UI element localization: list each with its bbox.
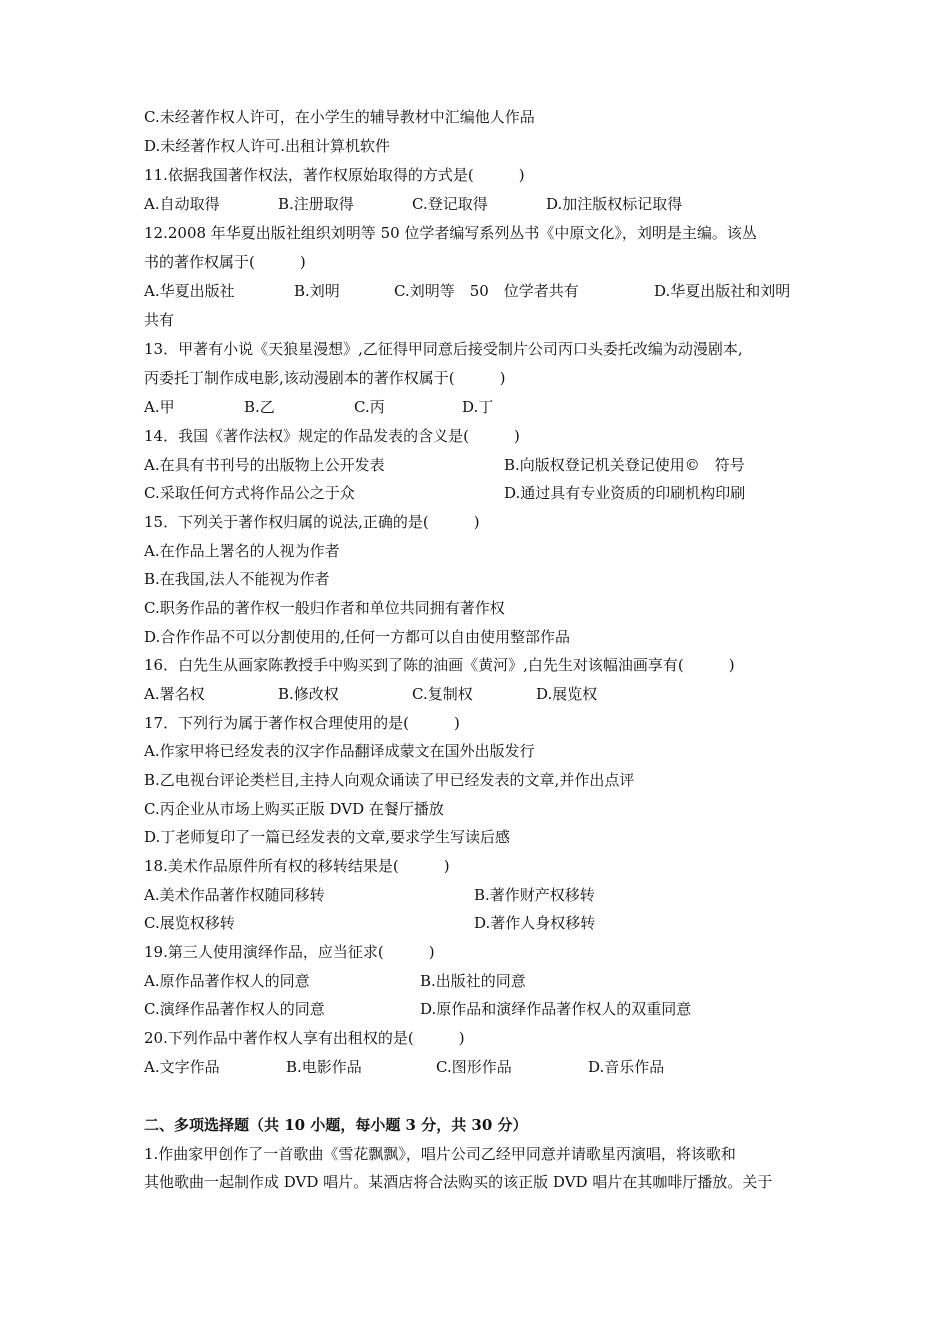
- q19-option-d: D.原作品和演绎作品著作权人的双重同意: [420, 1000, 692, 1018]
- q18-option-a: A.美术作品著作权随同移转: [144, 886, 325, 904]
- q15-option-c: C.职务作品的著作权一般归作者和单位共同拥有著作权: [144, 599, 505, 617]
- q12-option-c: C.刘明等 50 位学者共有: [394, 282, 579, 300]
- q12-option-b: B.刘明: [294, 282, 340, 300]
- q14-option-c: C.采取任何方式将作品公之于众: [144, 484, 355, 502]
- q17-stem: 17．下列行为属于著作权合理使用的是( ): [144, 714, 460, 732]
- q15-stem: 15．下列关于著作权归属的说法,正确的是( ): [144, 513, 480, 531]
- q17-option-d: D.丁老师复印了一篇已经发表的文章,要求学生写读后感: [144, 828, 511, 846]
- q14-option-a: A.在具有书刊号的出版物上公开发表: [144, 456, 385, 474]
- q16-stem: 16．白先生从画家陈教授手中购买到了陈的油画《黄河》,白先生对该幅油画享有( ): [144, 656, 735, 674]
- q20-option-c: C.图形作品: [436, 1058, 512, 1076]
- q12-option-d: D.华夏出版社和刘明: [654, 282, 791, 300]
- s2-q1-line2: 其他歌曲一起制作成 DVD 唱片。某酒店将合法购买的该正版 DVD 唱片在其咖啡厅播放。关于: [144, 1173, 773, 1191]
- q19-option-b: B.出版社的同意: [420, 972, 526, 990]
- q17-option-a: A.作家甲将已经发表的汉字作品翻译成蒙文在国外出版发行: [144, 742, 535, 760]
- q20-option-a: A.文字作品: [144, 1058, 220, 1076]
- q17-option-b: B.乙电视台评论类栏目,主持人向观众诵读了甲已经发表的文章,并作出点评: [144, 771, 635, 789]
- q12-stem-line2: 书的著作权属于( ): [144, 253, 306, 271]
- q15-option-d: D.合作作品不可以分割使用的,任何一方都可以自由使用整部作品: [144, 628, 571, 646]
- q16-option-a: A.署名权: [144, 685, 205, 703]
- section2-heading: 二、多项选择题（共 10 小题，每小题 3 分，共 30 分）: [144, 1116, 528, 1134]
- q11-stem: 11.依据我国著作权法，著作权原始取得的方式是( ): [144, 166, 525, 184]
- q16-option-d: D.展览权: [536, 685, 598, 703]
- q18-option-b: B.著作财产权移转: [474, 886, 595, 904]
- q13-option-a: A.甲: [144, 398, 175, 416]
- q10-option-d: D.未经著作权人许可.出租计算机软件: [144, 137, 391, 155]
- q19-option-a: A.原作品著作权人的同意: [144, 972, 310, 990]
- q20-option-b: B.电影作品: [286, 1058, 362, 1076]
- q11-option-a: A.自动取得: [144, 195, 220, 213]
- q14-stem: 14．我国《著作法权》规定的作品发表的含义是( ): [144, 427, 520, 445]
- q13-option-c: C.丙: [354, 398, 385, 416]
- q13-stem-line2: 丙委托丁制作成电影,该动漫剧本的著作权属于( ): [144, 369, 506, 387]
- q16-option-b: B.修改权: [278, 685, 339, 703]
- s2-q1-line1: 1.作曲家甲创作了一首歌曲《雪花飘飘》，唱片公司乙经甲同意并请歌星丙演唱，将该歌和: [144, 1145, 736, 1163]
- q20-stem: 20.下列作品中著作权人享有出租权的是( ): [144, 1029, 465, 1047]
- q18-option-c: C.展览权移转: [144, 914, 235, 932]
- q11-option-d: D.加注版权标记取得: [546, 195, 683, 213]
- q18-option-d: D.著作人身权移转: [474, 914, 596, 932]
- q11-option-c: C.登记取得: [412, 195, 488, 213]
- q19-stem: 19.第三人使用演绎作品，应当征求( ): [144, 943, 435, 961]
- q16-option-c: C.复制权: [412, 685, 473, 703]
- q12-option-d-cont: 共有: [144, 311, 175, 329]
- q14-option-b: B.向版权登记机关登记使用© 符号: [504, 456, 745, 474]
- q15-option-b: B.在我国,法人不能视为作者: [144, 570, 330, 588]
- q12-stem-line1: 12.2008 年华夏出版社组织刘明等 50 位学者编写系列丛书《中原文化》，刘明是主编。该丛: [144, 224, 757, 242]
- q13-option-d: D.丁: [462, 398, 494, 416]
- q11-option-b: B.注册取得: [278, 195, 354, 213]
- q15-option-a: A.在作品上署名的人视为作者: [144, 542, 340, 560]
- q14-option-d: D.通过具有专业资质的印刷机构印刷: [504, 484, 746, 502]
- q18-stem: 18.美术作品原件所有权的移转结果是( ): [144, 857, 450, 875]
- q19-option-c: C.演绎作品著作权人的同意: [144, 1000, 325, 1018]
- q17-option-c: C.丙企业从市场上购买正版 DVD 在餐厅播放: [144, 800, 444, 818]
- q12-option-a: A.华夏出版社: [144, 282, 235, 300]
- q20-option-d: D.音乐作品: [588, 1058, 665, 1076]
- q10-option-c: C.未经著作权人许可，在小学生的辅导教材中汇编他人作品: [144, 108, 535, 126]
- q13-option-b: B.乙: [244, 398, 275, 416]
- q13-stem-line1: 13．甲著有小说《天狼星漫想》,乙征得甲同意后接受制片公司丙口头委托改编为动漫剧本,: [144, 340, 743, 358]
